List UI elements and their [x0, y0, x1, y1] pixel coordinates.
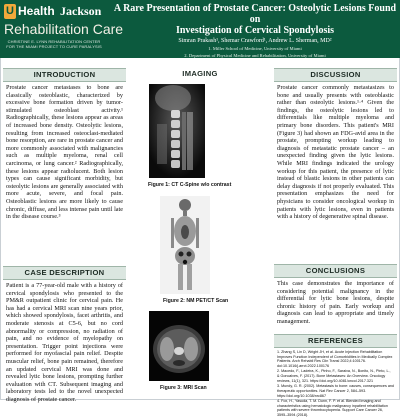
reference-item: 4. Fox, H., Yasuda, T. M. Dunn, F. P. et al. Blended imaging and characteristics using hematologic malignancy inpatient rehabilitation patients with severe thrombocytopenia. Support Care Cancer 26, 3595–3594 (2018).: [277, 398, 388, 417]
reference-item: 3. Mundy, G. R. (2002). Metastasis to bone: causes, consequences and therapeutic opportunities. Nat Rev Cancer 2, 584–593. https://doi.org/10.1038/nrc867: [277, 384, 394, 398]
affiliation-1: 1. Miller School of Medicine, University of Miami: [208, 46, 302, 51]
references-section: [274, 334, 397, 417]
case-description-heading: CASE DESCRIPTION: [3, 266, 126, 280]
reference-item: 1. Zhang S, Lin D, Wright JH, et al. Acute Injection Rehabilitation Improves Function Independent of Comorbidities in Medically Complex Patients. Arch Rehabil Res Clin Transl 2022;4:100176. doi:10.1016/j.arrct.2022.100176: [277, 350, 393, 369]
discussion-body: Prostate cancer commonly metastasizes to bone and usually presents with osteoblastic rather than osteolytic lesions.¹·⁴ Given the findings, the osteolytic lesions led to differentials like multiple myeloma and primary bone disorders. This patient's MRI (Figure 3) had shown an FDG-avid area in the prostate, prompting workup leading to diagnosis of metastatic prostate cancer – an unexpected finding given the lytic lesions. While MRI findings indicated the urology workup for this patient, the presence of lytic instead of blastic lesions in other patients can delay diagnosis if not properly evaluated. This presentation emphasizes the need for physicians to consider oncological workup in patients with lytic lesions, even in patients with a history of degenerative spinal disease.: [277, 84, 394, 221]
references-list: [274, 348, 397, 420]
poster-title-line2: Investigation of Cervical Spondylosis: [175, 25, 335, 36]
author-list: Simran Prakash¹, Shemar Crawford¹, Andrew L. Sherman, MD²: [178, 38, 332, 44]
introduction-body: Prostate cancer metastases to bone are classically osteoblastic, characterized by excessive bone formation driven by tumor-stimulated osteoblast activity.¹ Radiographically, these lesions appear as areas of increased bone density. Osteolytic lesions, resulting from increased osteoclast-mediated bone resorption, are rare in prostate cancer and more commonly associated with malignancies such as multiple myeloma, renal cell carcinoma, or lung cancer.² Radiographically, these lesions appear radiolucent. Both lesion types can cause significant morbidity, but osteolytic lesions are generally associated with more acute, severe, and focal pain. Osteoblastic lesions are more likely to cause chronic, diffuse, and less intense pain until late in the disease course.³: [6, 84, 123, 221]
conclusions-section: [274, 264, 397, 326]
conclusions-body: This case demonstrates the importance of considering potential malignancy in the differential for lytic bone lesions, despite chronic history of pain. Early workup and diagnosis can lead to appropriate and timely management.: [277, 280, 394, 325]
imaging-section: [134, 68, 266, 80]
references-heading: REFERENCES: [274, 334, 397, 348]
introduction-section: [3, 68, 126, 262]
poster-title-line1: A Rare Presentation of Prostate Cancer: Osteolytic Lesions Found on: [113, 3, 397, 25]
figure-2-caption: Figure 2: NM PET/CT Scan: [163, 298, 229, 304]
figure-3-mri-image: [149, 311, 209, 381]
figure-1-caption: Figure 1: CT C-Spine w/o contrast: [148, 182, 232, 188]
discussion-section: [274, 68, 397, 246]
reference-item: 2. Macedo, F., Ladeira, K., Pinho, F., Saraiva, N., Bonito, N., Pinto, L., & Goncalves, F. (2017). Bone Metastases: An Overview. Oncology reviews, 11(1), 321. https://doi.org/10.4081/oncol.2017.321: [277, 369, 391, 383]
logo-rehab-text: Rehabilitation Care: [4, 21, 124, 37]
title-block: [110, 3, 400, 58]
case-description-section: [3, 266, 126, 403]
figure-2-pet-image: [160, 196, 210, 294]
u-logo-icon: U: [4, 4, 16, 19]
affiliation-2: 2. Department of Physical Medicine and Rehabilitation, University of Miami: [184, 52, 326, 58]
logo-health-text: Health: [18, 4, 55, 18]
introduction-heading: INTRODUCTION: [3, 68, 126, 82]
logo-subtext: CHRISTINE E. LYNN REHABILITATION CENTER FOR THE MIAMI PROJECT TO CURE PARALYSIS: [6, 39, 102, 49]
poster-header: [0, 0, 400, 58]
logo-jackson-text: Jackson: [60, 4, 102, 18]
figure-1-ct-image: [149, 84, 205, 178]
discussion-heading: DISCUSSION: [274, 68, 397, 82]
figure-3-caption: Figure 3: MRI Scan: [160, 385, 207, 391]
imaging-heading: IMAGING: [134, 68, 266, 80]
case-description-body: Patient is a 77-year-old male with a history of cervical spondylosis who presented to the PM&R outpatient clinic for cervical pain. He has had a cervical MRI scan nine years prior, which showed spondylosis, facet arthritis, and moderate stenosis at C5-6, but no cord abnormality or compression, no radiation of pain, and no evidence of myelopathy on presentation. Trigger point injections were performed for myofascial pain relief. Despite muscular relief, bone pain remained, therefore an updated cervical MRI was done and revealed lytic bone lesions, prompting further evaluation with CT. Subsequent imaging and laboratory tests led to the novel unexpected diagnosis of prostate cancer.: [6, 282, 123, 403]
institution-logo: [4, 4, 124, 54]
conclusions-heading: CONCLUSIONS: [274, 264, 397, 278]
